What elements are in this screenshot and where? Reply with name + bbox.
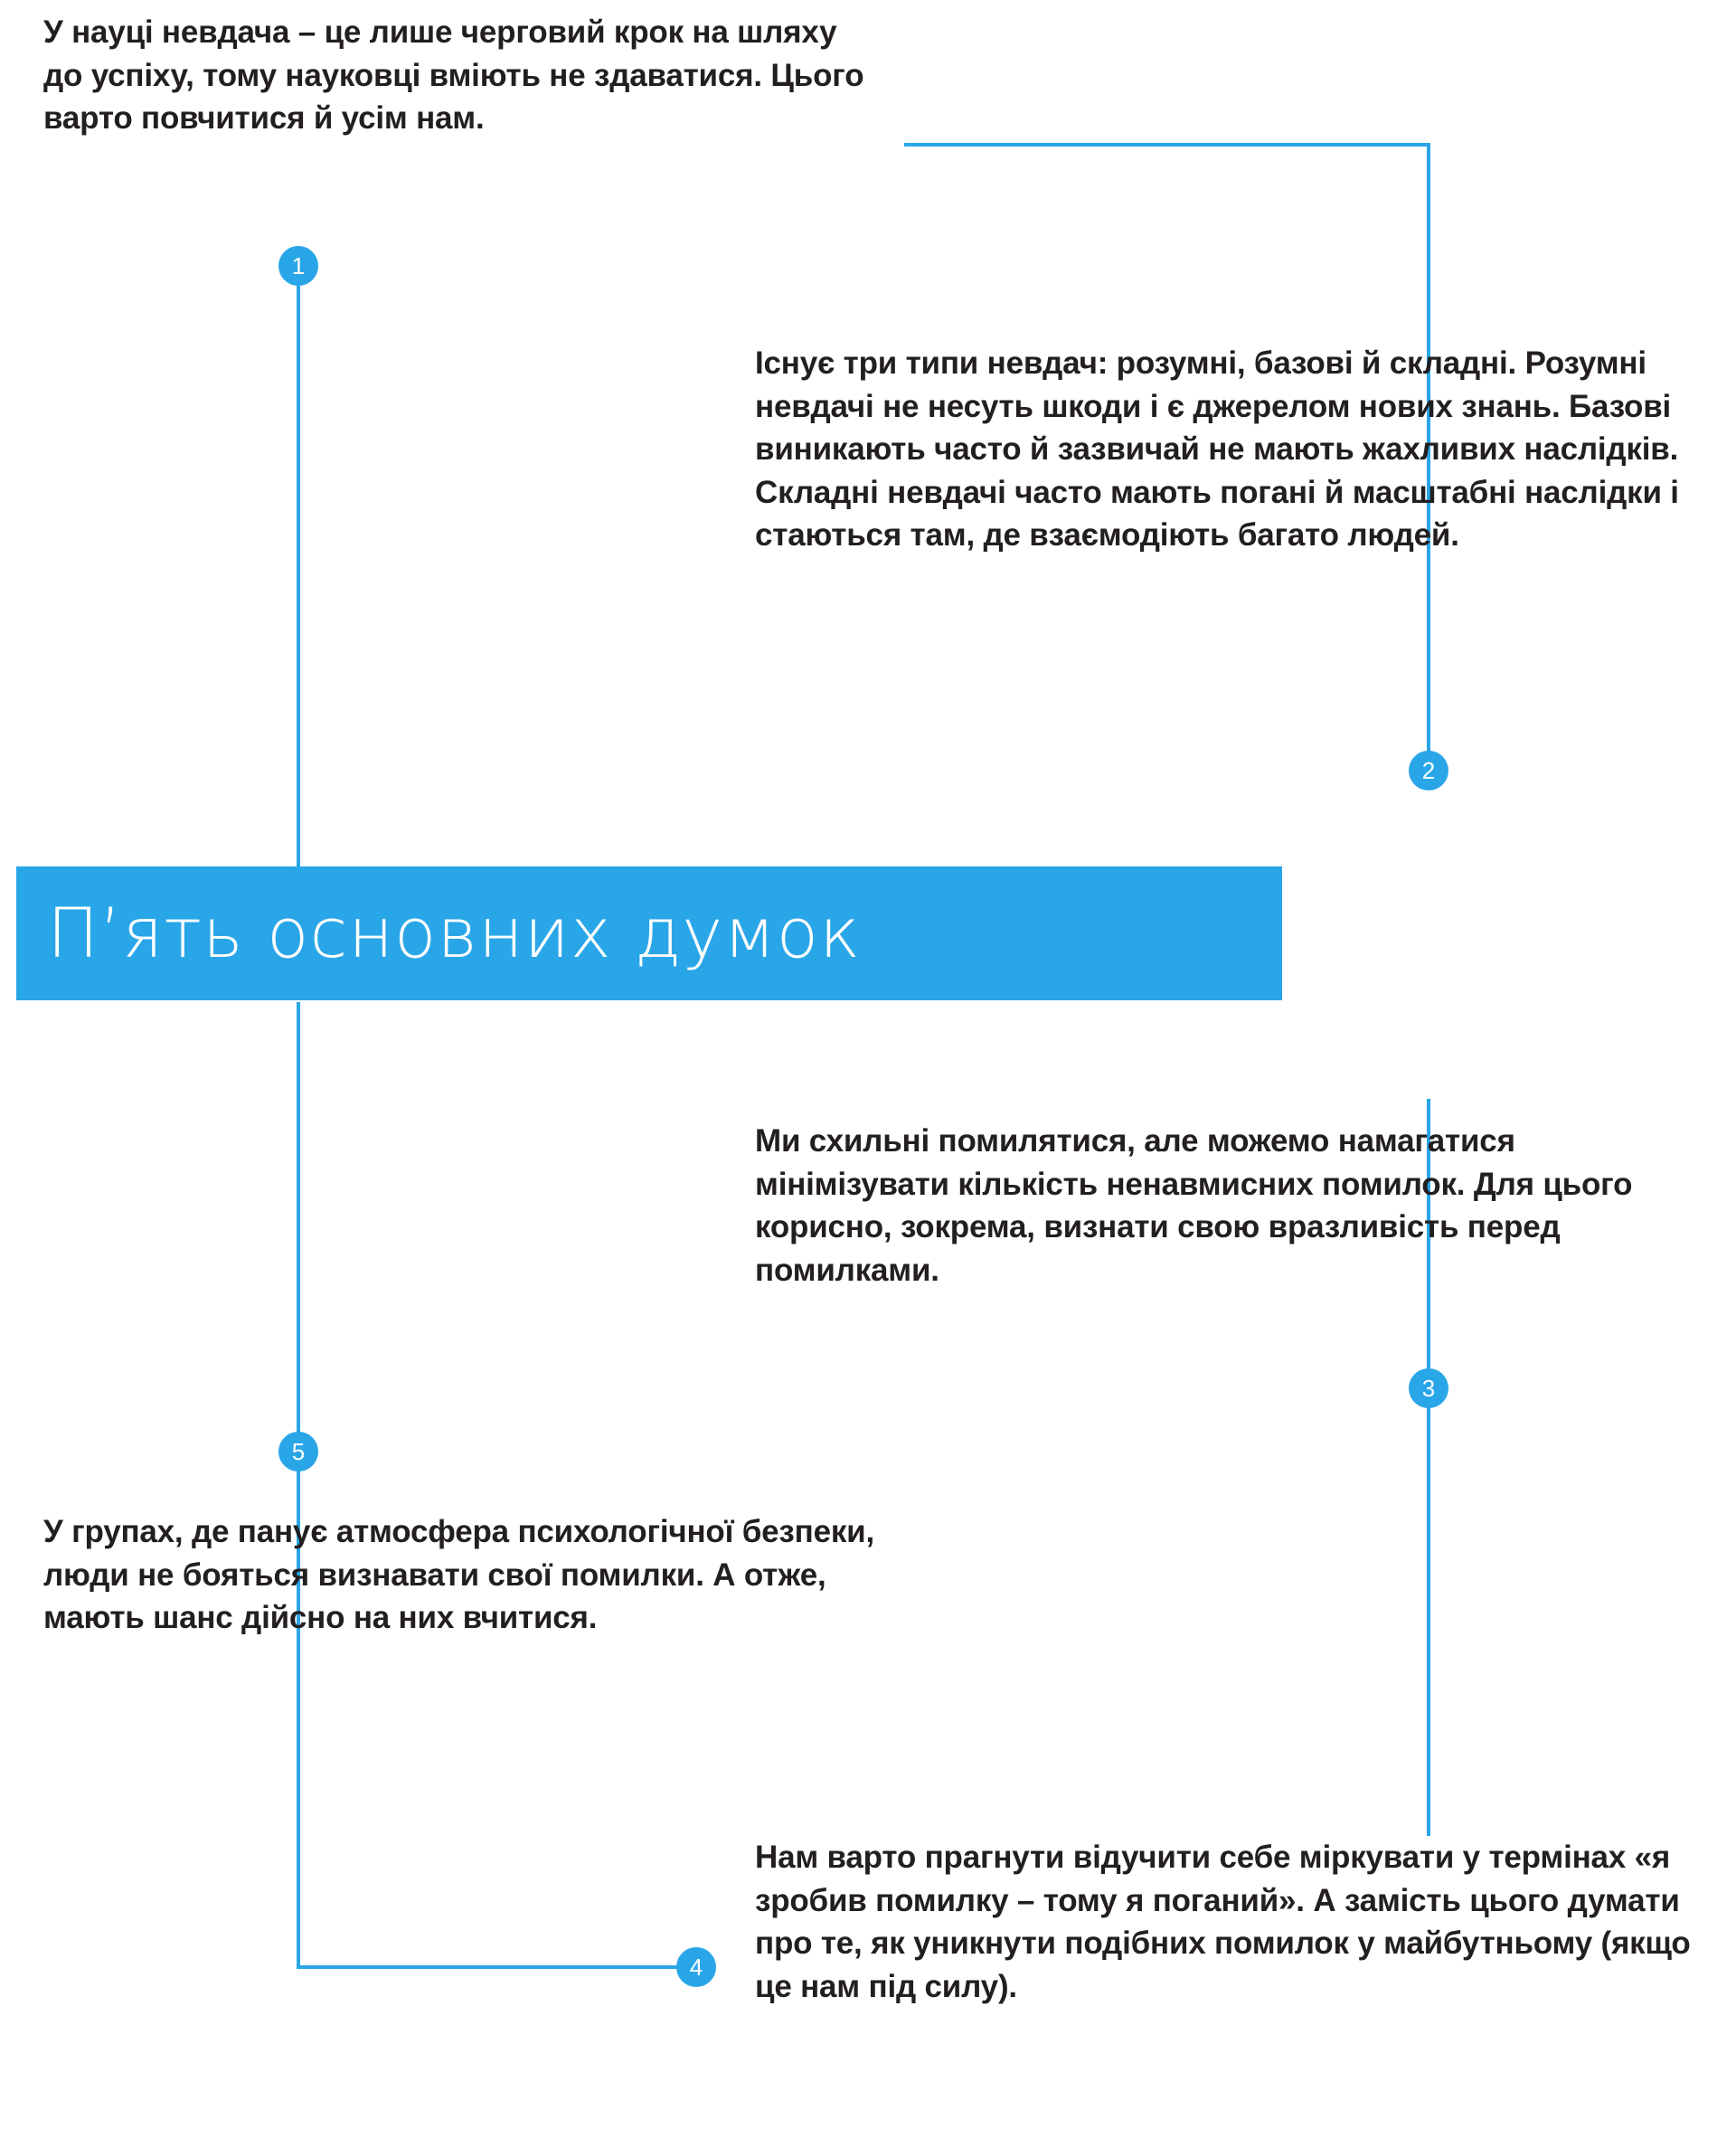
note-block-2: Існує три типи невдач: розумні, базові й складні. Розумні невдачі не несуть шкоди і є джерелом нових знань. Базові виникають часто й зазвичай не мають жахливих наслідків. Складні невдачі часто мають погані й масштабні наслідки і стаються там, де взаємодіють багато людей. xyxy=(755,345,1679,554)
note-block-3: Ми схильні помилятися, але можемо намагатися мінімізувати кількість ненавмисних помилок. Для цього корисно, зокрема, визнати свою вразливість перед помилками. xyxy=(755,1123,1633,1288)
page-title: П’ять основних думок xyxy=(47,893,862,973)
node-marker-1: 1 xyxy=(278,246,318,286)
note-block-5: У групах, де панує атмосфера психологічної безпеки, люди не бояться визнавати свої помилки. А отже, мають шанс дійсно на них вчитися. xyxy=(43,1514,874,1636)
note-block-1: У науці невдача – це лише черговий крок на шляху до успіху, тому науковці вміють не здаватися. Цього варто повчитися й усім нам. xyxy=(43,14,864,137)
node-marker-3: 3 xyxy=(1409,1368,1448,1408)
note-block-4: Нам варто прагнути відучити себе міркувати у термінах «я зробив помилку – тому я поганий». А замість цього думати про те, як уникнути подібних помилок у майбутньому (якщо це нам під силу). xyxy=(755,1840,1691,2004)
main-banner xyxy=(16,866,1282,1000)
node-marker-5: 5 xyxy=(278,1432,318,1471)
node-marker-4: 4 xyxy=(676,1947,716,1987)
node-marker-2: 2 xyxy=(1409,751,1448,790)
